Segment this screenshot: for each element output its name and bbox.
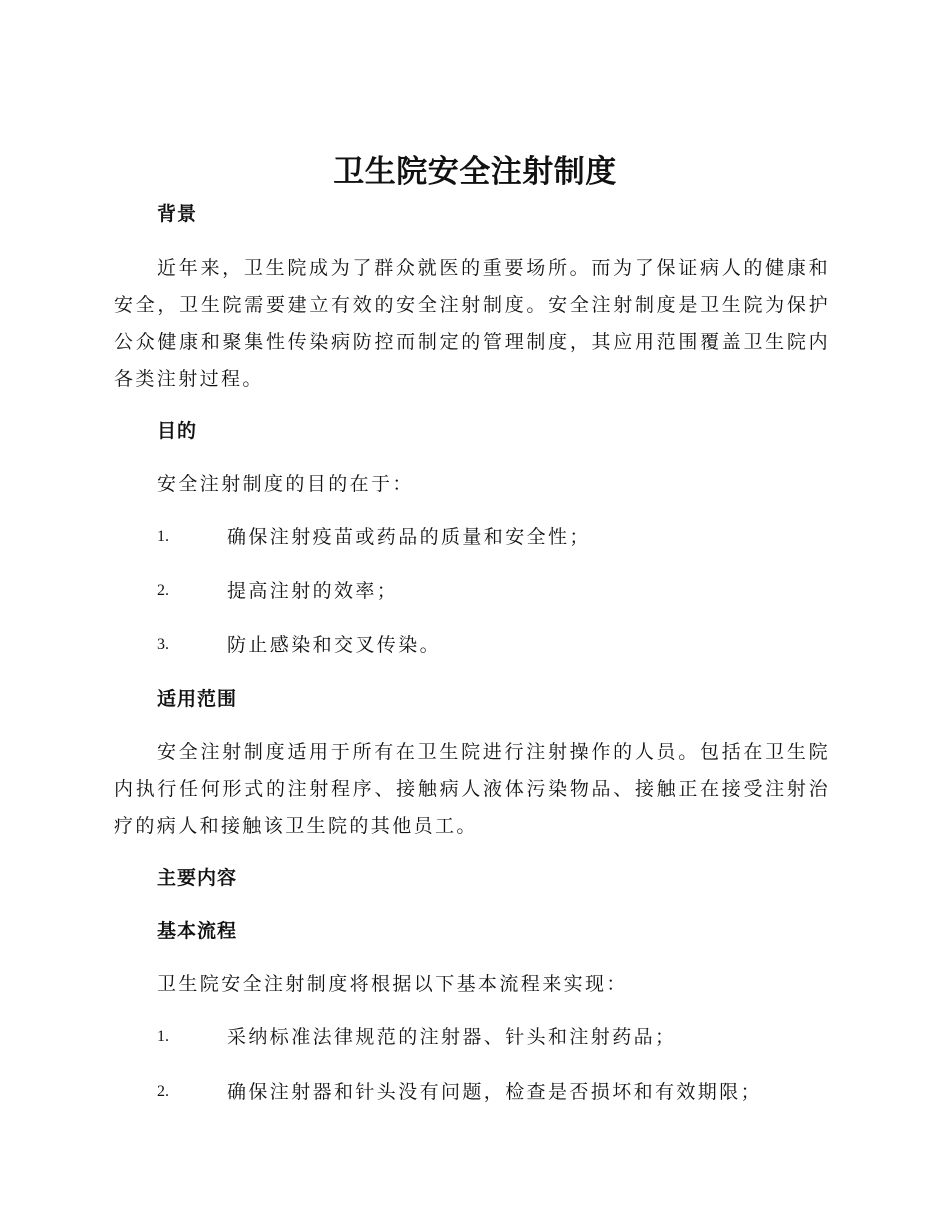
list-item [157, 577, 857, 605]
list-item [157, 631, 857, 659]
list-item-text: 提高注射的效率； [227, 580, 399, 602]
scope-paragraph: 安全注射制度适用于所有在卫生院进行注射操作的人员。包括在卫生院内执行任何形式的注射程序、接触病人液体污染物品、接触正在接受注射治疗的病人和接触该卫生院的其他员工。 [114, 741, 830, 837]
background-paragraph: 近年来，卫生院成为了群众就医的重要场所。而为了保证病人的健康和安全，卫生院需要建立有效的安全注射制度。安全注射制度是卫生院为保护公众健康和聚集性传染病防控而制定的管理制度，其应用范围覆盖卫生院内各类注射过程。 [114, 257, 830, 390]
list-item-text: 确保注射疫苗或药品的质量和安全性； [227, 526, 591, 548]
list-item-text: 采纳标准法律规范的注射器、针头和注射药品； [227, 1026, 677, 1048]
basic-process-intro: 卫生院安全注射制度将根据以下基本流程来实现： [157, 973, 628, 995]
document-title: 卫生院安全注射制度 [333, 154, 617, 190]
section-heading-scope: 适用范围 [157, 688, 238, 710]
list-item-number: 3. [157, 636, 169, 653]
purpose-intro: 安全注射制度的目的在于： [157, 473, 414, 495]
section-heading-background: 背景 [157, 203, 198, 225]
section-heading-main-content: 主要内容 [157, 867, 238, 889]
list-item-number: 1. [157, 1028, 169, 1045]
section-heading-purpose: 目的 [157, 420, 198, 442]
list-item-number: 2. [157, 1083, 169, 1100]
list-item-text: 确保注射器和针头没有问题，检查是否损坏和有效期限； [227, 1081, 763, 1103]
list-item-number: 2. [157, 582, 169, 599]
list-item [157, 523, 857, 551]
section-heading-basic-process: 基本流程 [157, 920, 238, 942]
list-item [157, 1078, 857, 1106]
list-item-number: 1. [157, 528, 169, 545]
list-item [157, 1023, 857, 1051]
list-item-text: 防止感染和交叉传染。 [227, 634, 442, 656]
